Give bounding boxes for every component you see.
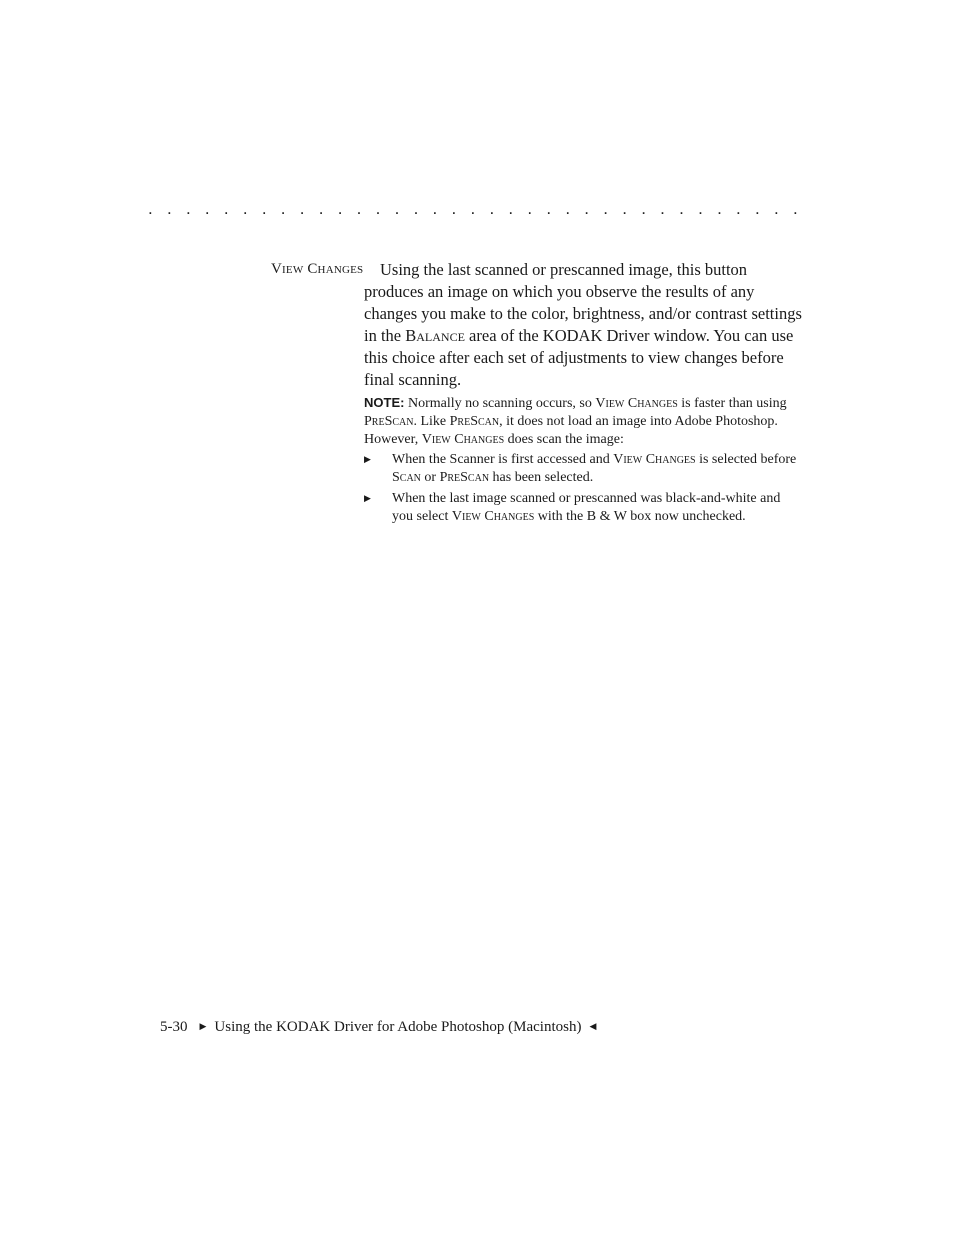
bullet-list: [364, 451, 804, 529]
page-number: 5-30: [160, 1019, 188, 1035]
triangle-left-icon: ◀: [589, 1022, 597, 1032]
list-item: ▶ When the last image scanned or prescanned was black-and-white and you select View Changes with the B & W box now unchecked.: [364, 491, 781, 524]
triangle-right-icon: ▶: [199, 1022, 207, 1032]
footer-title: Using the KODAK Driver for Adobe Photoshop (Macintosh): [214, 1019, 582, 1035]
dotted-rule: . . . . . . . . . . . . . . . . . . . . . . . . . . . . . . . . . . .: [148, 199, 798, 218]
term-view-changes: View Changes: [271, 261, 364, 277]
description-paragraph: Using the last scanned or prescanned image, this button produces an image on which you observe the results of any changes you make to the color, brightness, and/or contrast settings in the Balance area of the KODAK Driver window. You can use this choice after each set of adjustments to view changes before final scanning.: [364, 260, 802, 389]
triangle-right-icon: ▶: [364, 494, 371, 504]
note-block: NOTE: Normally no scanning occurs, so View Changes is faster than using PreScan. Like PreScan, it does not load an image into Adobe Photoshop. However, View Changes does scan the image:: [364, 395, 787, 447]
page-footer: [160, 1017, 596, 1037]
triangle-right-icon: ▶: [364, 455, 371, 465]
note-label: NOTE:: [364, 395, 405, 410]
balance-term: Balance: [405, 326, 465, 345]
list-item: ▶ When the Scanner is first accessed and View Changes is selected before Scan or PreScan has been selected.: [364, 452, 797, 485]
